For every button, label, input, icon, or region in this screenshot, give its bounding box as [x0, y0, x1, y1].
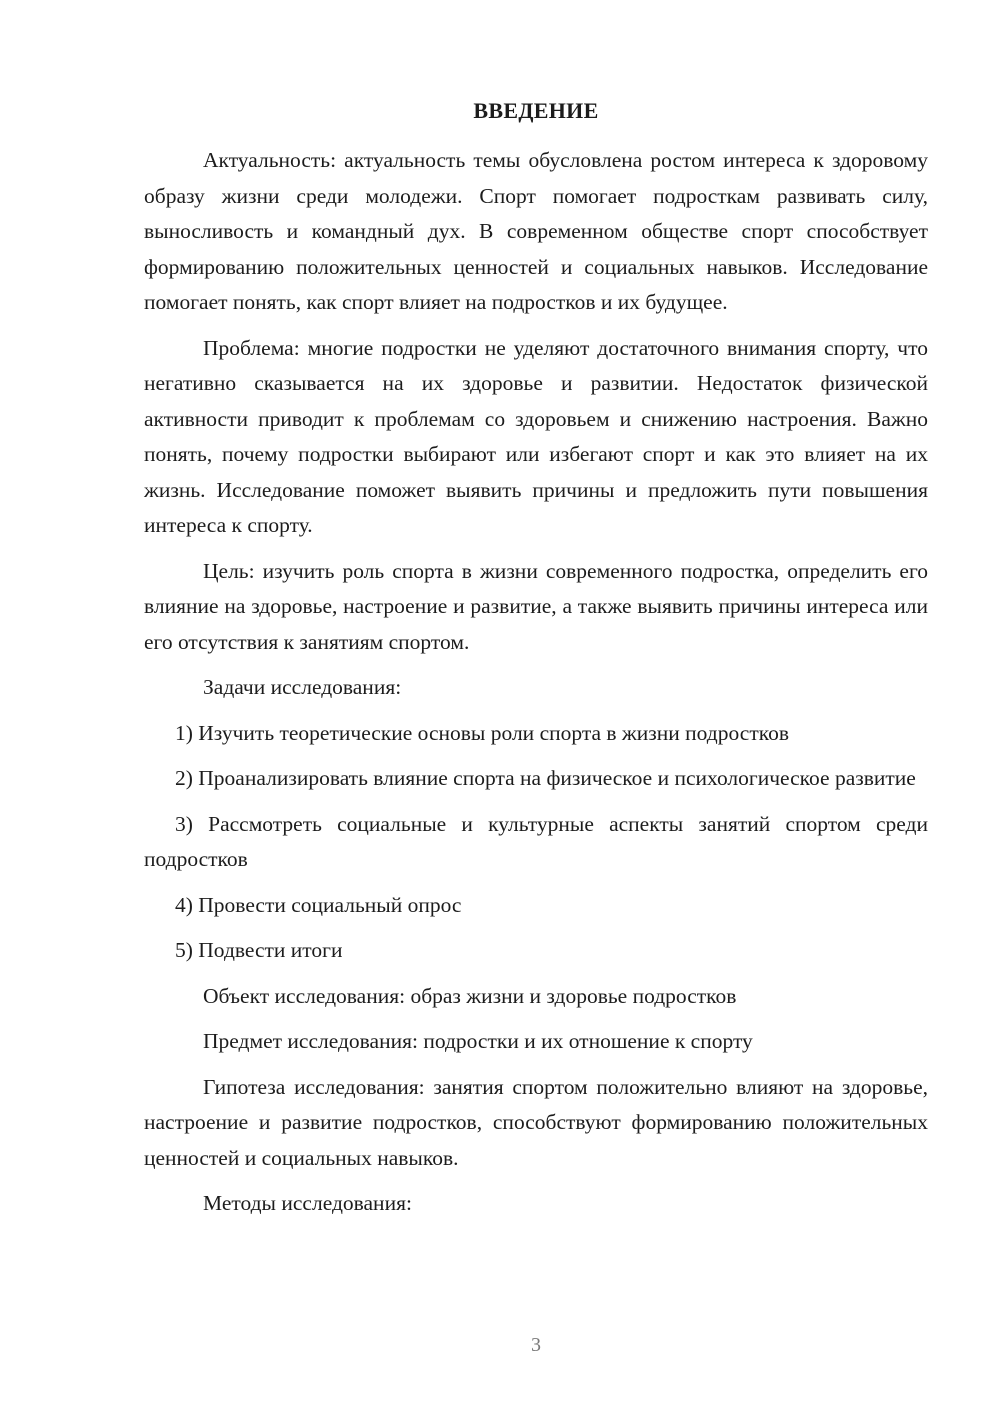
- paragraph-methods: Методы исследования:: [203, 1191, 412, 1215]
- page-number: 3: [531, 1334, 541, 1356]
- task-item: 4) Провести социальный опрос: [175, 892, 462, 917]
- task-item: 3) Рассмотреть социальные и культурные аспекты занятий спортом среди подростков: [144, 811, 928, 871]
- tasks-heading: Задачи исследования:: [203, 675, 402, 699]
- page-title: ВВЕДЕНИЕ: [473, 98, 599, 123]
- document-body: [144, 143, 928, 1232]
- task-item: 5) Подвести итоги: [175, 938, 343, 962]
- paragraph-object: Объект исследования: образ жизни и здоровье подростков: [203, 983, 737, 1008]
- task-item: 2) Проанализировать влияние спорта на физическое и психологическое развитие: [175, 766, 916, 790]
- paragraph-subject: Предмет исследования: подростки и их отношение к спорту: [203, 1029, 753, 1053]
- paragraph-actuality: Актуальность: актуальность темы обусловлена ростом интереса к здоровому образу жизни среди молодежи. Спорт помогает подросткам развивать силу, выносливость и командный дух. В современном обществе спорт способствует формированию положительных ценностей и социальных навыков. Исследование помогает понять, как спорт влияет на подростков и их будущее.: [144, 148, 928, 314]
- task-item: 1) Изучить теоретические основы роли спорта в жизни подростков: [175, 720, 789, 745]
- paragraph-goal: Цель: изучить роль спорта в жизни современного подростка, определить его влияние на здоровье, настроение и развитие, а также выявить причины интереса или его отсутствия к занятиям спортом.: [144, 558, 928, 654]
- paragraph-hypothesis: Гипотеза исследования: занятия спортом положительно влияют на здоровье, настроение и развитие подростков, способствуют формированию положительных ценностей и социальных навыков.: [144, 1074, 928, 1170]
- paragraph-problem: Проблема: многие подростки не уделяют достаточного внимания спорту, что негативно сказывается на их здоровье и развитии. Недостаток физической активности приводит к проблемам со здоровьем и снижению настроения. Важно понять, почему подростки выбирают или избегают спорт и как это влияет на их жизнь. Исследование поможет выявить причины и предложить пути повышения интереса к спорту.: [144, 335, 928, 537]
